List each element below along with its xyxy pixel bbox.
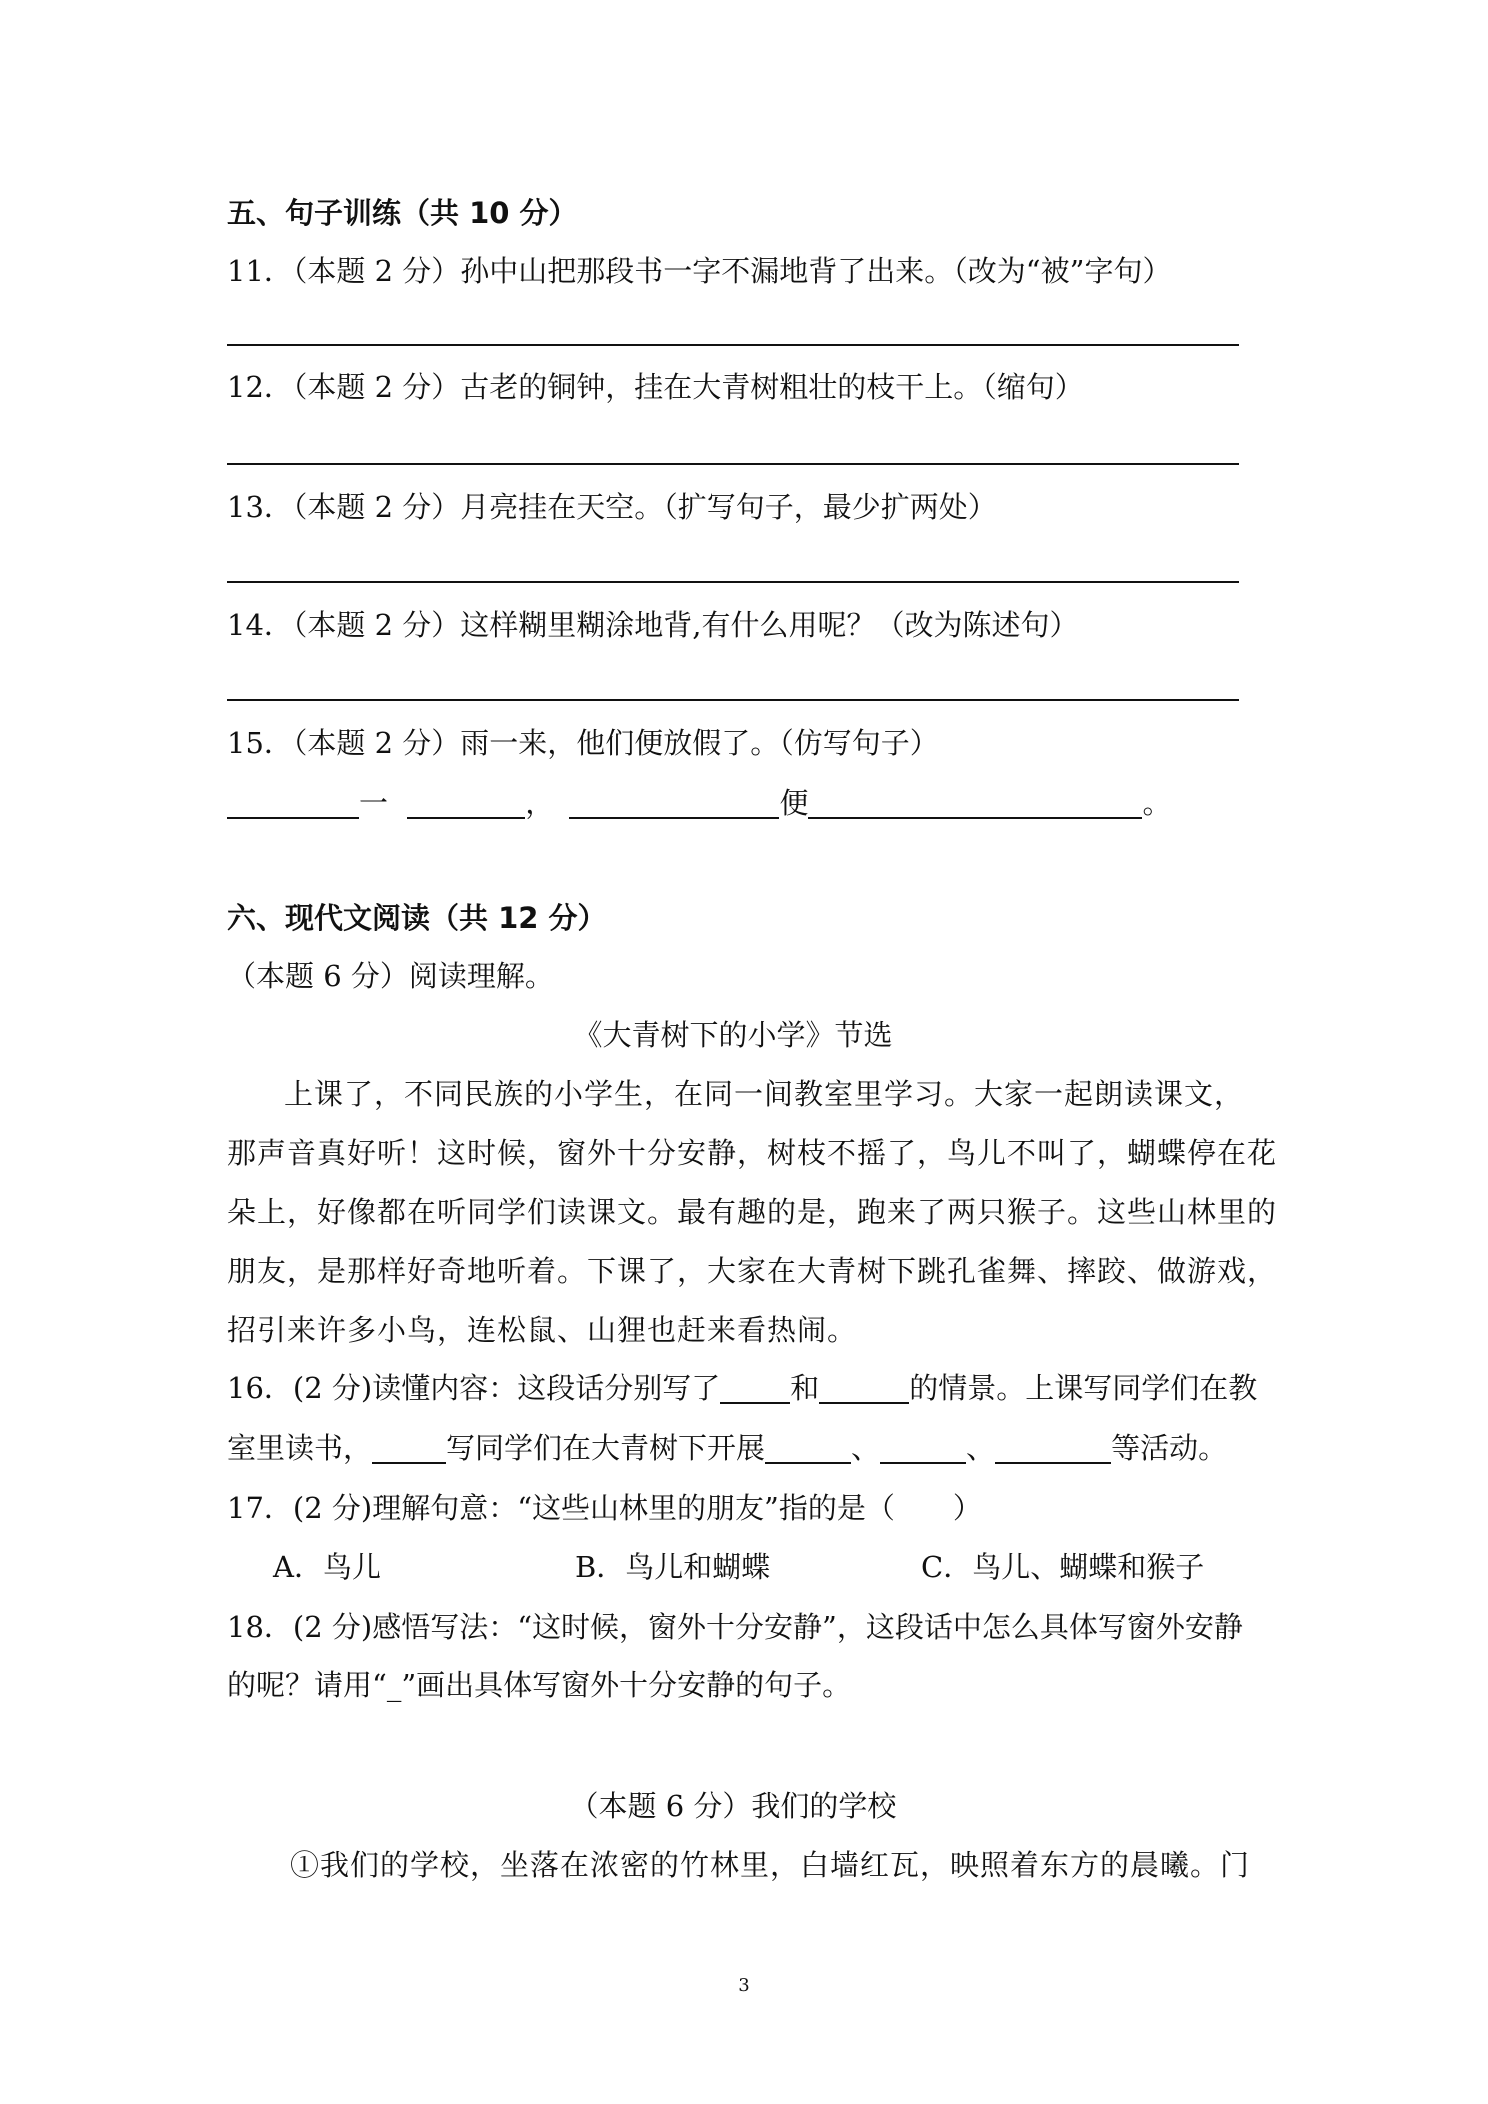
section-six-title: 六、现代文阅读（共 12 分） xyxy=(227,901,607,935)
question-18-line-1: 18．(2 分)感悟写法：“这时候，窗外十分安静”，这段话中怎么具体写窗外安静 xyxy=(227,1610,1243,1644)
question-17: 17．(2 分)理解句意：“这些山林里的朋友”指的是（ ） xyxy=(227,1491,982,1525)
answer-line-14[interactable] xyxy=(227,699,1239,701)
question-17-options xyxy=(273,1547,1204,1587)
answer-line-13[interactable] xyxy=(227,581,1239,583)
blank-16-1[interactable] xyxy=(720,1372,790,1404)
answer-line-11[interactable] xyxy=(227,344,1239,346)
question-13: 13．（本题 2 分）月亮挂在天空。（扩写句子，最少扩两处） xyxy=(227,490,997,524)
option-a[interactable]: A．鸟儿 xyxy=(273,1550,381,1584)
option-b[interactable]: B．鸟儿和蝴蝶 xyxy=(575,1550,771,1584)
blank-16-2[interactable] xyxy=(819,1372,909,1404)
question-16-text: 16．(2 分)读懂内容：这段话分别写了 xyxy=(227,1371,721,1405)
question-15-fill-line xyxy=(227,783,1172,823)
passage-line: 招引来许多小鸟，连松鼠、山狸也赶来看热闹。 xyxy=(227,1313,858,1347)
fill-word-bian: 便 xyxy=(779,786,809,820)
blank-16-3[interactable] xyxy=(372,1432,446,1464)
blank-15-1[interactable] xyxy=(227,787,359,819)
blank-15-4[interactable] xyxy=(808,787,1142,819)
fill-word-yi: 一 xyxy=(359,786,389,820)
blank-16-4[interactable] xyxy=(765,1432,851,1464)
question-11: 11．（本题 2 分）孙中山把那段书一字不漏地背了出来。（改为“被”字句） xyxy=(227,254,1172,288)
question-12: 12．（本题 2 分）古老的铜钟，挂在大青树粗壮的枝干上。（缩句） xyxy=(227,370,1084,404)
fill-period: 。 xyxy=(1142,786,1172,820)
section-five-title: 五、句子训练（共 10 分） xyxy=(227,196,578,230)
passage-2-title: （本题 6 分）我们的学校 xyxy=(569,1789,897,1823)
passage-2-line: ①我们的学校，坐落在浓密的竹林里，白墙红瓦，映照着东方的晨曦。门 xyxy=(290,1848,1251,1882)
option-c[interactable]: C．鸟儿、蝴蝶和猴子 xyxy=(921,1550,1205,1584)
question-16-text: 、 xyxy=(851,1431,881,1465)
answer-line-12[interactable] xyxy=(227,463,1239,465)
blank-15-3[interactable] xyxy=(569,787,779,819)
fill-comma: ， xyxy=(525,786,555,820)
question-16-text: 、 xyxy=(966,1431,996,1465)
reading-intro: （本题 6 分）阅读理解。 xyxy=(227,959,554,993)
passage-line: 朵上，好像都在听同学们读课文。最有趣的是，跑来了两只猴子。这些山林里的 xyxy=(227,1195,1278,1229)
question-16-text: 的情景。上课写同学们在教 xyxy=(909,1371,1258,1405)
question-16-text: 写同学们在大青树下开展 xyxy=(446,1431,766,1465)
passage-line: 那声音真好听！这时候，窗外十分安静，树枝不摇了，鸟儿不叫了，蝴蝶停在花 xyxy=(227,1136,1278,1170)
passage-line: 朋友，是那样好奇地听着。下课了，大家在大青树下跳孔雀舞、摔跤、做游戏， xyxy=(227,1254,1278,1288)
question-15: 15．（本题 2 分）雨一来，他们便放假了。（仿写句子） xyxy=(227,726,939,760)
question-16-text: 和 xyxy=(790,1371,820,1405)
question-16-text: 室里读书， xyxy=(227,1431,373,1465)
passage-line: 上课了，不同民族的小学生，在同一间教室里学习。大家一起朗读课文， xyxy=(284,1077,1245,1111)
blank-16-6[interactable] xyxy=(995,1432,1111,1464)
question-16-text: 等活动。 xyxy=(1111,1431,1228,1465)
question-16-line-2 xyxy=(227,1428,1227,1468)
question-14: 14．（本题 2 分）这样糊里糊涂地背,有什么用呢？（改为陈述句） xyxy=(227,608,1079,642)
page-number: 3 xyxy=(738,1975,750,1996)
passage-title: 《大青树下的小学》节选 xyxy=(573,1018,893,1052)
question-18-line-2: 的呢？请用“_”画出具体写窗外十分安静的句子。 xyxy=(227,1668,852,1702)
blank-16-5[interactable] xyxy=(880,1432,966,1464)
question-16-line-1 xyxy=(227,1368,1257,1408)
blank-15-2[interactable] xyxy=(407,787,525,819)
